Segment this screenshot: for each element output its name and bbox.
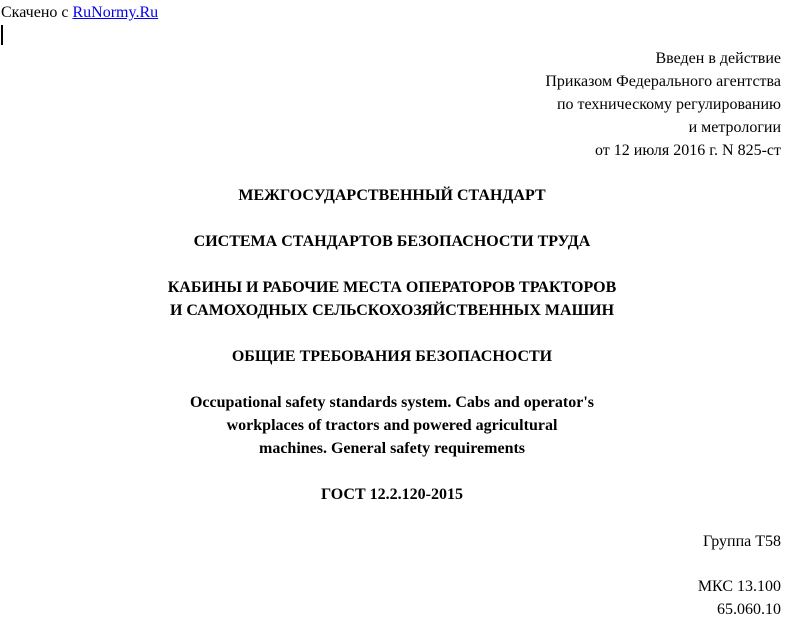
heading-line: workplaces of tractors and powered agricultural bbox=[226, 417, 558, 434]
enactment-line: Приказом Федерального агентства bbox=[545, 73, 781, 90]
requirements-heading bbox=[0, 345, 784, 368]
mks-code: МКС 13.100 bbox=[697, 578, 781, 595]
heading-line: И САМОХОДНЫХ СЕЛЬСКОХОЗЯЙСТВЕННЫХ МАШИН bbox=[169, 302, 615, 319]
source-line bbox=[1, 3, 158, 23]
subject-heading bbox=[0, 276, 784, 322]
enactment-block bbox=[361, 47, 781, 162]
enactment-line: по техническому регулированию bbox=[556, 96, 781, 113]
heading-line: machines. General safety requirements bbox=[258, 440, 526, 457]
gost-number bbox=[0, 483, 784, 506]
system-heading bbox=[0, 230, 784, 253]
source-prefix: Скачено с bbox=[1, 4, 73, 21]
heading-line: ГОСТ 12.2.120-2015 bbox=[321, 486, 463, 503]
text-caret bbox=[1, 25, 3, 45]
heading-line: ОБЩИЕ ТРЕБОВАНИЯ БЕЗОПАСНОСТИ bbox=[231, 348, 553, 365]
english-title bbox=[0, 391, 784, 460]
mks-code: 65.060.10 bbox=[717, 601, 781, 618]
heading-line: СИСТЕМА СТАНДАРТОВ БЕЗОПАСНОСТИ ТРУДА bbox=[193, 233, 591, 250]
enactment-line: от 12 июля 2016 г. N 825-ст bbox=[595, 142, 781, 159]
runormy-link[interactable]: RuNormy.Ru bbox=[72, 4, 159, 21]
interstate-standard-heading bbox=[0, 184, 784, 207]
group-code: Группа Т58 bbox=[702, 533, 781, 550]
heading-line: МЕЖГОСУДАРСТВЕННЫЙ СТАНДАРТ bbox=[238, 187, 546, 204]
enactment-line: Введен в действие bbox=[655, 50, 781, 67]
heading-line: КАБИНЫ И РАБОЧИЕ МЕСТА ОПЕРАТОРОВ ТРАКТОРОВ bbox=[167, 279, 617, 296]
heading-line: Occupational safety standards system. Cabs and operator's bbox=[189, 394, 594, 411]
enactment-line: и метрологии bbox=[688, 119, 781, 136]
